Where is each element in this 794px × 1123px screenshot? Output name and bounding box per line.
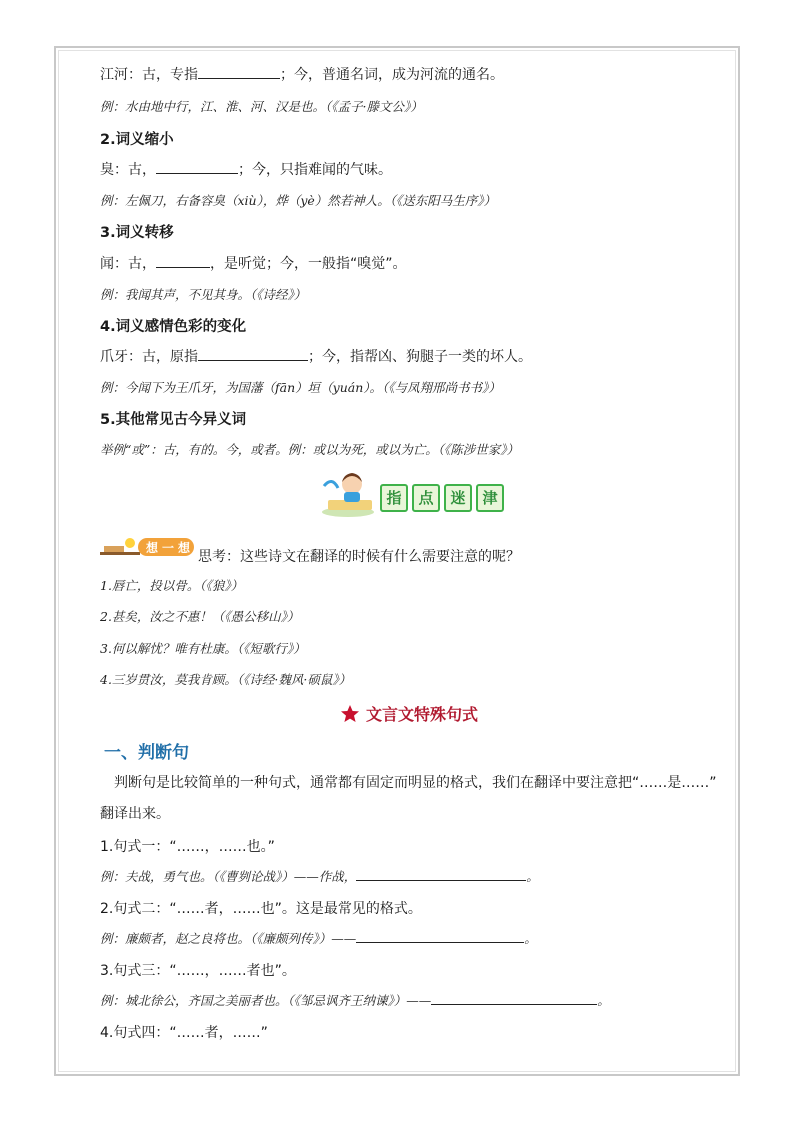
fill-blank[interactable] (431, 992, 597, 1005)
guidance-banner (320, 468, 510, 518)
text: 江河：古，专指 (100, 67, 198, 83)
banner-char: 迷 (444, 484, 472, 512)
pattern-item: 4.句式四：“……者，……” (100, 1025, 268, 1041)
text: 例：廉颇者，赵之良将也。（《廉颇列传》）—— (100, 931, 357, 946)
example-line (100, 991, 610, 1009)
heading-judgment-sentence: 一、判断句 (104, 743, 189, 763)
think-item: 1.唇亡，投以骨。（《狼》） (100, 578, 244, 593)
think-item: 4.三岁贯汝，莫我肯顾。（《诗经·魏风·硕鼠》） (100, 672, 352, 687)
example-line: 例：左佩刀，右备容臭（xiù），烨（yè）然若神人。（《送东阳马生序》） (100, 193, 497, 208)
fill-blank[interactable] (198, 66, 280, 79)
fill-blank[interactable] (356, 868, 526, 881)
fill-blank[interactable] (156, 161, 238, 174)
text-line (100, 253, 407, 273)
subheading: 5.其他常见古今异义词 (100, 412, 247, 428)
text: ，是听觉；今，一般指“嗅觉”。 (210, 256, 407, 272)
text: ；今，指帮凶、狗腿子一类的坏人。 (308, 349, 532, 365)
banner-char: 津 (476, 484, 504, 512)
fill-blank[interactable] (198, 348, 308, 361)
text: 。 (597, 993, 610, 1008)
subheading: 2.词义缩小 (100, 132, 174, 148)
text: 臭：古， (100, 162, 156, 178)
banner-char: 指 (380, 484, 408, 512)
think-label: 想 (178, 541, 191, 555)
text-line (100, 346, 532, 366)
text-line (100, 159, 392, 179)
example-line: 例：我闻其声，不见其身。（《诗经》） (100, 287, 307, 302)
text: 例：城北徐公，齐国之美丽者也。（《邹忌讽齐王纳谏》）—— (100, 993, 432, 1008)
text: 爪牙：古，原指 (100, 349, 198, 365)
example-line (100, 867, 539, 885)
banner-char: 点 (412, 484, 440, 512)
think-item: 2.甚矣，汝之不惠！（《愚公移山》） (100, 609, 300, 624)
think-question: 思考：这些诗文在翻译的时候有什么需要注意的呢？ (198, 549, 520, 565)
text: 。 (526, 869, 539, 884)
subheading: 4.词义感情色彩的变化 (100, 319, 247, 335)
pattern-item: 1.句式一：“……，……也。” (100, 839, 275, 855)
paragraph-line: 判断句是比较简单的一种句式，通常都有固定而明显的格式，我们在翻译中要注意把“……是……” (114, 775, 717, 791)
example-line (100, 929, 537, 947)
text-line (100, 64, 504, 84)
example-line: 举例“或”：古，有的。今，或者。例：或以为死，或以为亡。（《陈涉世家》） (100, 442, 520, 457)
paragraph-line: 翻译出来。 (100, 806, 170, 822)
star-icon (340, 704, 360, 724)
section-title: 文言文特殊句式 (366, 705, 479, 724)
text: 。 (524, 931, 537, 946)
fill-blank[interactable] (156, 255, 210, 268)
think-label: 想 (146, 541, 159, 555)
pattern-item: 3.句式三：“……，……者也”。 (100, 963, 296, 979)
subheading: 3.词义转移 (100, 225, 174, 241)
text: ；今，只指难闻的气味。 (238, 162, 392, 178)
example-line: 例：水由地中行，江、淮、河、汉是也。（《孟子·滕文公》） (100, 99, 423, 114)
think-label: 一 (162, 541, 175, 555)
text: 闻：古， (100, 256, 156, 272)
think-badge (100, 536, 200, 558)
text: 例：夫战，勇气也。（《曹刿论战》）——作战， (100, 869, 357, 884)
fill-blank[interactable] (356, 930, 524, 943)
text: ；今，普通名词，成为河流的通名。 (280, 67, 504, 83)
think-item: 3.何以解忧？唯有杜康。（《短歌行》） (100, 641, 306, 656)
pattern-item: 2.句式二：“……者，……也”。这是最常见的格式。 (100, 901, 422, 917)
example-line: 例：今闻下为王爪牙，为国藩（fān）垣（yuán）。（《与凤翔邢尚书书》） (100, 380, 501, 395)
